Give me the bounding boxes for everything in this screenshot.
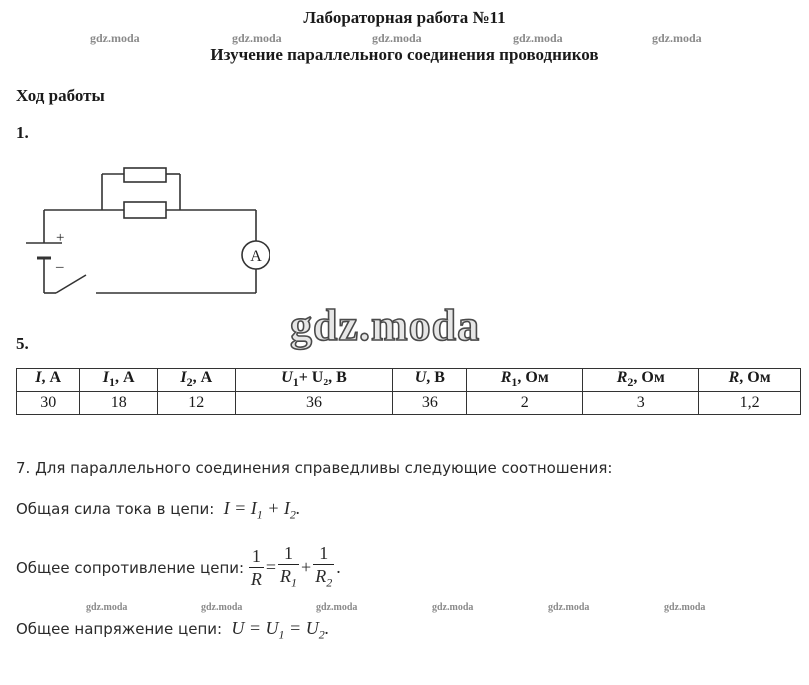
- header-cell-i2: $I_2$, А: [157, 369, 235, 392]
- watermark: gdz.moda: [652, 31, 702, 45]
- table-row: [17, 392, 801, 415]
- switch-lever: [56, 275, 86, 293]
- battery-plus-sign: +: [56, 230, 65, 246]
- watermark: gdz.moda: [372, 31, 422, 45]
- watermark: gdz.moda: [232, 31, 282, 45]
- header-cell-r-total: R, Ом: [699, 369, 801, 392]
- page-title: Лабораторная работа №11: [303, 8, 506, 27]
- formula-current: $I = I_1 + I_2$.: [219, 498, 301, 522]
- step-number-1: 1.: [16, 123, 29, 142]
- header-cell-i-total: I, А: [17, 369, 80, 392]
- relation-resistance: Общее сопротивление цепи: $\frac{1}{R}$ = $\frac{1}{R_1}$ + $\frac{1}{R_2}$ .: [16, 542, 343, 594]
- relation-current-label: Общая сила тока в цепи:: [16, 500, 215, 518]
- header-cell-u: U, В: [393, 369, 467, 392]
- watermark: gdz.moda: [513, 31, 563, 45]
- table-cell: 18: [80, 392, 158, 415]
- table-cell: 2: [467, 392, 583, 415]
- results-table: [16, 368, 801, 415]
- step-number-5: 5.: [16, 334, 29, 353]
- table-cell: 36: [393, 392, 467, 415]
- header-cell-r1: $R_1$, Ом: [467, 369, 583, 392]
- resistor-1: [124, 168, 166, 182]
- formula-fraction-total: $\frac{1}{R}$: [250, 546, 262, 590]
- relation-voltage-label: Общее напряжение цепи:: [16, 620, 223, 638]
- ammeter-label: A: [250, 248, 262, 265]
- watermark-row: [0, 31, 809, 45]
- watermark-row: [0, 602, 809, 616]
- table-cell: 36: [235, 392, 393, 415]
- resistor-2: [124, 202, 166, 218]
- section-heading-procedure: Ход работы: [16, 86, 105, 105]
- header-cell-i1: $I_1$, А: [80, 369, 158, 392]
- formula-fraction-r2: $\frac{1}{R_2}$: [315, 543, 333, 590]
- page-subtitle: Изучение параллельного соединения проводников: [210, 45, 599, 64]
- watermark: gdz.moda: [316, 602, 358, 613]
- relation-resistance-label: Общее сопротивление цепи:: [16, 558, 245, 577]
- step-7-text: 7. Для параллельного соединения справедливы следующие соотношения:: [16, 459, 613, 477]
- table-cell: 30: [17, 392, 80, 415]
- formula-voltage: $U = U_1 = U_2$.: [226, 618, 330, 642]
- header-cell-r2: $R_2$, Ом: [583, 369, 699, 392]
- table-cell: 12: [157, 392, 235, 415]
- circuit-diagram: [20, 160, 270, 300]
- watermark: gdz.moda: [90, 31, 140, 45]
- watermark: gdz.moda: [664, 602, 706, 613]
- relation-current: [16, 498, 300, 523]
- watermark-large: gdz.moda: [290, 301, 481, 350]
- relation-voltage: [16, 618, 329, 643]
- watermark: gdz.moda: [432, 602, 474, 613]
- watermark: gdz.moda: [201, 602, 243, 613]
- watermark: gdz.moda: [548, 602, 590, 613]
- formula-fraction-r1: $\frac{1}{R_1}$: [280, 543, 298, 590]
- battery-minus-sign: –: [56, 259, 64, 275]
- watermark: gdz.moda: [86, 602, 128, 613]
- table-cell: 1,2: [699, 392, 801, 415]
- table-header-row: [17, 369, 801, 392]
- header-cell-u1-u2: $U_1+ U_2$, В: [235, 369, 393, 392]
- table-cell: 3: [583, 392, 699, 415]
